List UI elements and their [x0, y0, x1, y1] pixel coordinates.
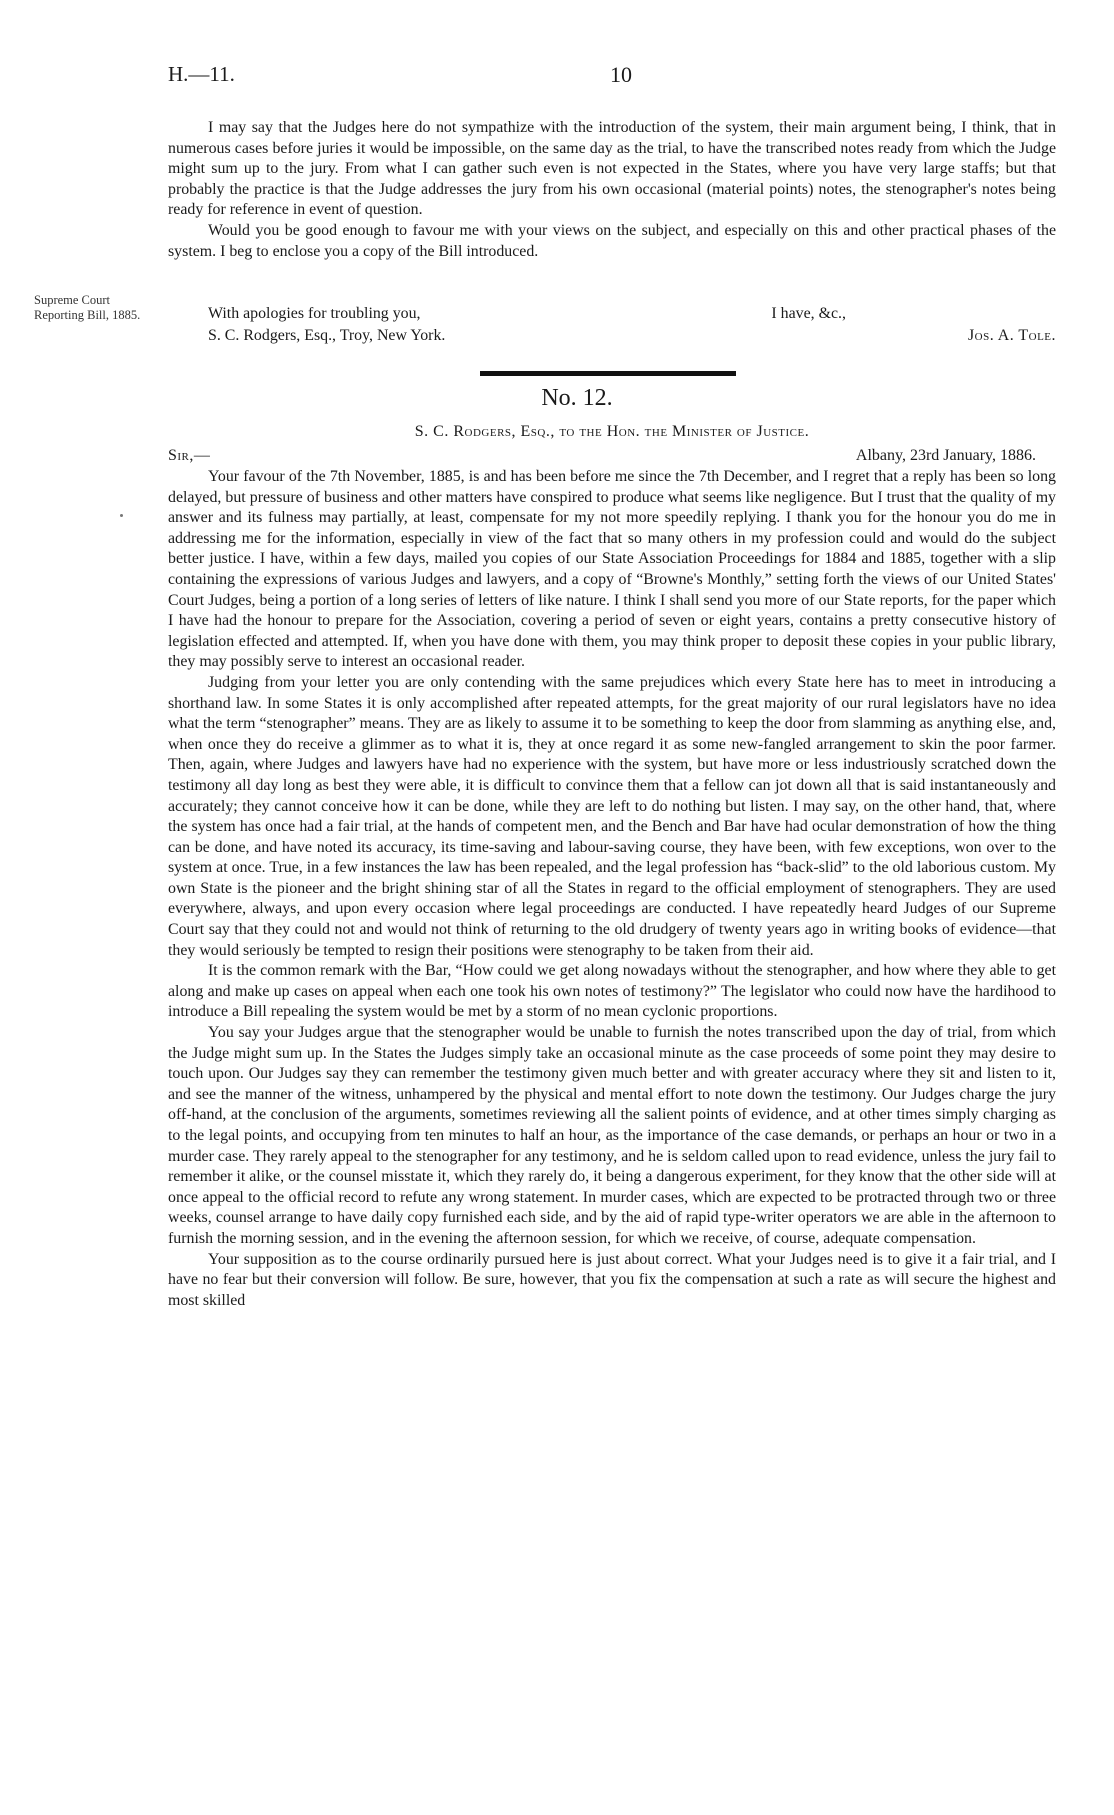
addressee: S. C. Rodgers, Esq., Troy, New York. — [208, 327, 446, 344]
paragraph: Your supposition as to the course ordinarily pursued here is just about correct. What your Judges need is to give it a fair trial, and I have no fear but their conversion will follow. Be sure, however, that you fix the compensation at such a rate as will secure the highest and most skilled — [168, 1250, 1056, 1309]
paragraph: Judging from your letter you are only contending with the same prejudices which every State here has to meet in introducing a shorthand law. In some States it is only accomplished after repeated attempts, for the great majority of our rural legislators have no idea what the term “stenographer” means. They are as likely to assume it to be something to keep the door from slamming as anything else, and, when once they do receive a glimmer as to what it is, they at once regard it as some new-fangled arrangement to skin the poor farmer. Then, again, where Judges and lawyers have had no experience with the system, but have more or less industriously scratched down the testimony all day long as best they were able, it is difficult to convince them that a fellow can jot down all that is said instantaneously and accurately; they cannot conceive how it can be done, while they are left to do nothing but listen. I may say, on the other hand, that, where the system has once had a fair trial, at the hands of competent men, and the Bench and Bar have had ocular demonstration of how the thing can be done, and have noted its accuracy, its time-saving and labour-saving course, they have been, with few exceptions, won over to the system at once. True, in a few instances the law has been repealed, and the legal profession has “back-slid” to the old laborious custom. My own State is the pioneer and the bright shining star of all the States in regard to the official employment of stenographers. They are used everywhere, always, and upon every occasion where legal proceedings are conducted. I have repeatedly heard Judges of our Supreme Court say that they could not and would not think of returning to the old drudgery of twenty years ago in writing books of evidence—that they would seriously be tempted to resign their positions were stenography to be taken from their aid. — [168, 673, 1056, 959]
margin-mark — [120, 514, 123, 517]
paragraph: You say your Judges argue that the stenographer would be unable to furnish the notes transcribed upon the day of trial, from which the Judge might sum up. In the States the Judges simply take an occasional minute as the case proceeds of some point they may desire to touch upon. Our Judges say they can remember the testimony given much better and with greater accuracy where they sit and listen to it, and see the manner of the witness, unhampered by the physical and mental effort to note down the testimony. Our Judges charge the jury off-hand, at the conclusion of the arguments, sometimes reviewing all the salient points of evidence, and at other times simply charging as to the legal points, and occupying from ten minutes to half an hour, as the importance of the case demands, or perhaps an hour or two in a murder case. They rarely appeal to the stenographer for any testimony, and he is seldom called upon to read evidence, unless the jury fail to remember it alike, or the counsel misstate it, which they rarely do, it being a dangerous experiment, for they know that the other side will at once appeal to the official record to refute any wrong statement. In murder cases, which are expected to be protracted through two or three weeks, counsel arrange to have daily copy furnished each side, and by the aid of rapid type-writer operators we are able in the afternoon to furnish the morning session, and in the evening the afternoon session, for which we receive, of course, adequate compensation. — [168, 1024, 1056, 1247]
paragraph: Would you be good enough to favour me with your views on the subject, and especially on this and other practical phases of the system. I beg to enclose you a copy of the Bill introduced. — [168, 221, 1056, 260]
salutation: Sir,— — [168, 447, 211, 464]
margin-note: Supreme Court Reporting Bill, 1885. — [34, 293, 141, 322]
letter-number: No. 12. — [541, 385, 613, 411]
paragraph: It is the common remark with the Bar, “How could we get along nowadays without the stenographer, and how where they able to get along and make up cases on appeal when each one took his own notes of testimony?” The legislator who could now have the hardihood to introduce a Bill repealing the system would be met by a storm of no mean cyclonic proportions. — [168, 962, 1056, 1021]
page-header — [168, 62, 1036, 92]
closing-regards: I have, &c., — [771, 305, 846, 322]
document-code: H.—11. — [168, 62, 235, 86]
letter-heading: S. C. Rodgers, Esq., to the Hon. the Minister of Justice. — [414, 423, 810, 440]
paragraph: Your favour of the 7th November, 1885, is and has been before me since the 7th December, and I regret that a reply has been so long delayed, but pressure of business and other matters have conspired to produce what seems like negligence. But I trust that the quality of my answer and its fulness may partially, at least, compensate for my not more speedily replying. I thank you for the honour you do me in addressing me for the information, especially in view of the fact that so many others in my profession could and would do the subject better justice. I have, within a few days, mailed you copies of our State Association Proceedings for 1884 and 1885, together with a slip containing the expressions of various Judges and lawyers, and a copy of “Browne's Monthly,” setting forth the views of our United States' Court Judges, being a portion of a long series of letters of like nature. I think I shall send you more of our State reports, for the paper which I have had the honour to prepare for the Association, covering a period of seven or eight years, contains a pretty consecutive history of legislation effected and attempted. If, when you have done with them, you may think proper to deposit these copies in your public library, they may possibly serve to interest an occasional reader. — [168, 468, 1056, 671]
dateline: Albany, 23rd January, 1886. — [855, 447, 1036, 464]
second-letter-body — [168, 467, 1056, 1311]
page-number: 10 — [610, 62, 632, 87]
first-letter-body — [168, 118, 1056, 262]
closing-phrase: With apologies for troubling you, — [208, 305, 421, 322]
section-divider — [480, 371, 736, 376]
signature: Jos. A. Tole. — [967, 327, 1056, 344]
paragraph: I may say that the Judges here do not sympathize with the introduction of the system, their main argument being, I think, that in numerous cases before juries it would be impossible, on the same day as the trial, to have the transcribed notes ready from which the Judge might sum up to the jury. From what I can gather such even is not expected in the States, where you have very large staffs; but that probably the practice is that the Judge addresses the jury from his own occasional (material points) notes, the stenographer's notes being ready for reference in event of question. — [168, 119, 1056, 219]
